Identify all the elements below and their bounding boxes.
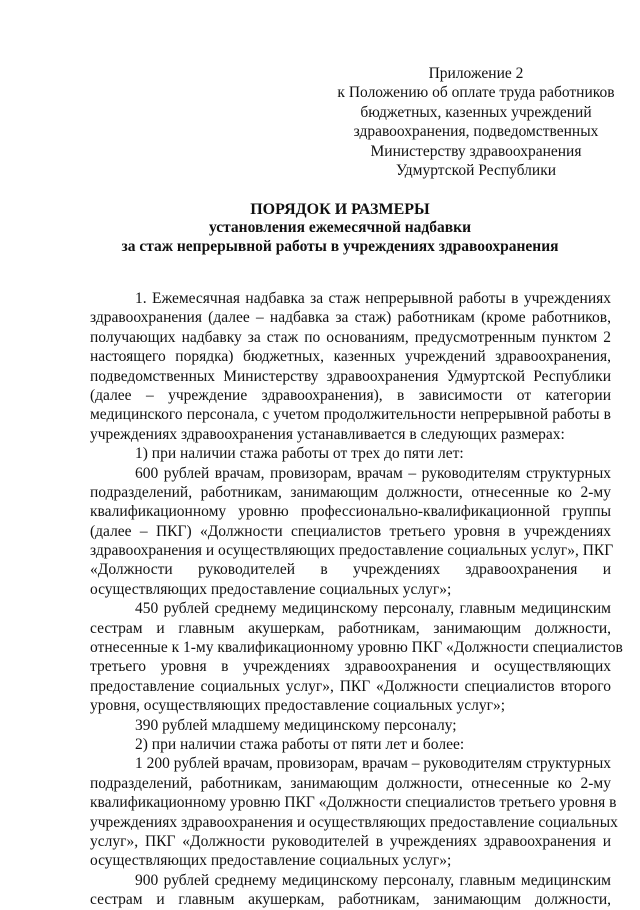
paragraph-line: отнесенные к 1-му квалификационному уровню ПКГ «Должности специалистов (90, 639, 623, 657)
appendix-header (326, 64, 626, 180)
appendix-line: Приложение 2 (428, 65, 524, 82)
paragraph-line: услуг», ПКГ «Должности руководителей в учреждениях здравоохранения и (90, 832, 611, 850)
paragraph-line: настоящего порядка) бюджетных, казенных учреждений здравоохранения, (90, 348, 611, 366)
paragraph-line: осуществляющих предоставление социальных услуг»; (90, 852, 452, 870)
paragraph-line: сестрам и главным акушеркам, работникам, занимающим должности, (90, 619, 611, 637)
appendix-line: бюджетных, казенных учреждений (360, 103, 592, 121)
appendix-line: Удмуртской Республики (395, 162, 557, 180)
paragraph-line: подведомственных Министерству здравоохранения Удмуртской Республики (90, 367, 611, 385)
appendix-line: здравоохранения, подведомственных (353, 123, 599, 141)
paragraph-line: (далее – учреждение здравоохранения), в зависимости от категории (90, 386, 611, 404)
document-subtitle-line1: установления ежемесячной надбавки (208, 219, 472, 236)
paragraph-line: предоставление социальных услуг», ПКГ «Должности специалистов второго (90, 677, 611, 695)
paragraph-line: 450 рублей среднему медицинскому персоналу, главным медицинским (135, 600, 611, 618)
list-item-heading: 1) при наличии стажа работы от трех до пяти лет: (135, 445, 464, 463)
paragraph-line: здравоохранения и осуществляющих предоставление социальных услуг», ПКГ (90, 542, 614, 560)
paragraph-line: подразделений, работникам, занимающим должности, отнесенные ко 2-му (90, 774, 611, 792)
paragraph-line: медицинского персонала, с учетом продолжительности непрерывной работы в (90, 406, 611, 424)
paragraph-line: квалификационному уровню ПКГ «Должности специалистов третьего уровня в (90, 794, 617, 812)
paragraph-line: 600 рублей врачам, провизорам, врачам – руководителям структурных (135, 464, 611, 482)
paragraph-line: здравоохранения (далее – надбавка за стаж) работникам (кроме работников, (90, 309, 611, 327)
paragraph-line: сестрам и главным акушеркам, работникам, занимающим должности, (90, 891, 611, 909)
document-body (90, 289, 623, 910)
paragraph-line: «Должности руководителей в учреждениях здравоохранения и (90, 561, 611, 579)
paragraph-line: (далее – ПКГ) «Должности специалистов третьего уровня в учреждениях (90, 522, 611, 540)
document-subtitle-line2: за стаж непрерывной работы в учреждениях здравоохранения (121, 238, 559, 255)
paragraph-line: уровня, осуществляющих предоставление социальных услуг»; (90, 697, 506, 715)
paragraph-line: учреждениях здравоохранения устанавливается в следующих размерах: (90, 425, 565, 443)
paragraph-line: 390 рублей младшему медицинскому персоналу; (135, 716, 457, 734)
paragraph-line: подразделений, работникам, занимающим должности, отнесенные ко 2-му (90, 483, 611, 501)
paragraph-line: осуществляющих предоставление социальных услуг»; (90, 580, 452, 598)
list-item-heading: 2) при наличии стажа работы от пяти лет и более: (135, 735, 465, 753)
paragraph-line: третьего уровня в учреждениях здравоохранения и осуществляющих (90, 658, 611, 676)
appendix-line: Министерству здравоохранения (370, 142, 582, 160)
paragraph-line: учреждениях здравоохранения и осуществляющих предоставление социальных (90, 813, 618, 831)
paragraph-line: 900 рублей среднему медицинскому персоналу, главным медицинским (135, 871, 611, 889)
document-title: ПОРЯДОК И РАЗМЕРЫ (250, 201, 430, 218)
paragraph-line: 1 200 рублей врачам, провизорам, врачам – руководителям структурных (135, 755, 612, 773)
appendix-line: к Положению об оплате труда работников (337, 84, 615, 102)
paragraph-line: 1. Ежемесячная надбавка за стаж непрерывной работы в учреждениях (135, 290, 611, 307)
paragraph-line: получающих надбавку за стаж по основаниям, предусмотренным пунктом 2 (90, 328, 611, 346)
paragraph-line: квалификационному уровню профессионально-квалификационной группы (90, 503, 611, 521)
